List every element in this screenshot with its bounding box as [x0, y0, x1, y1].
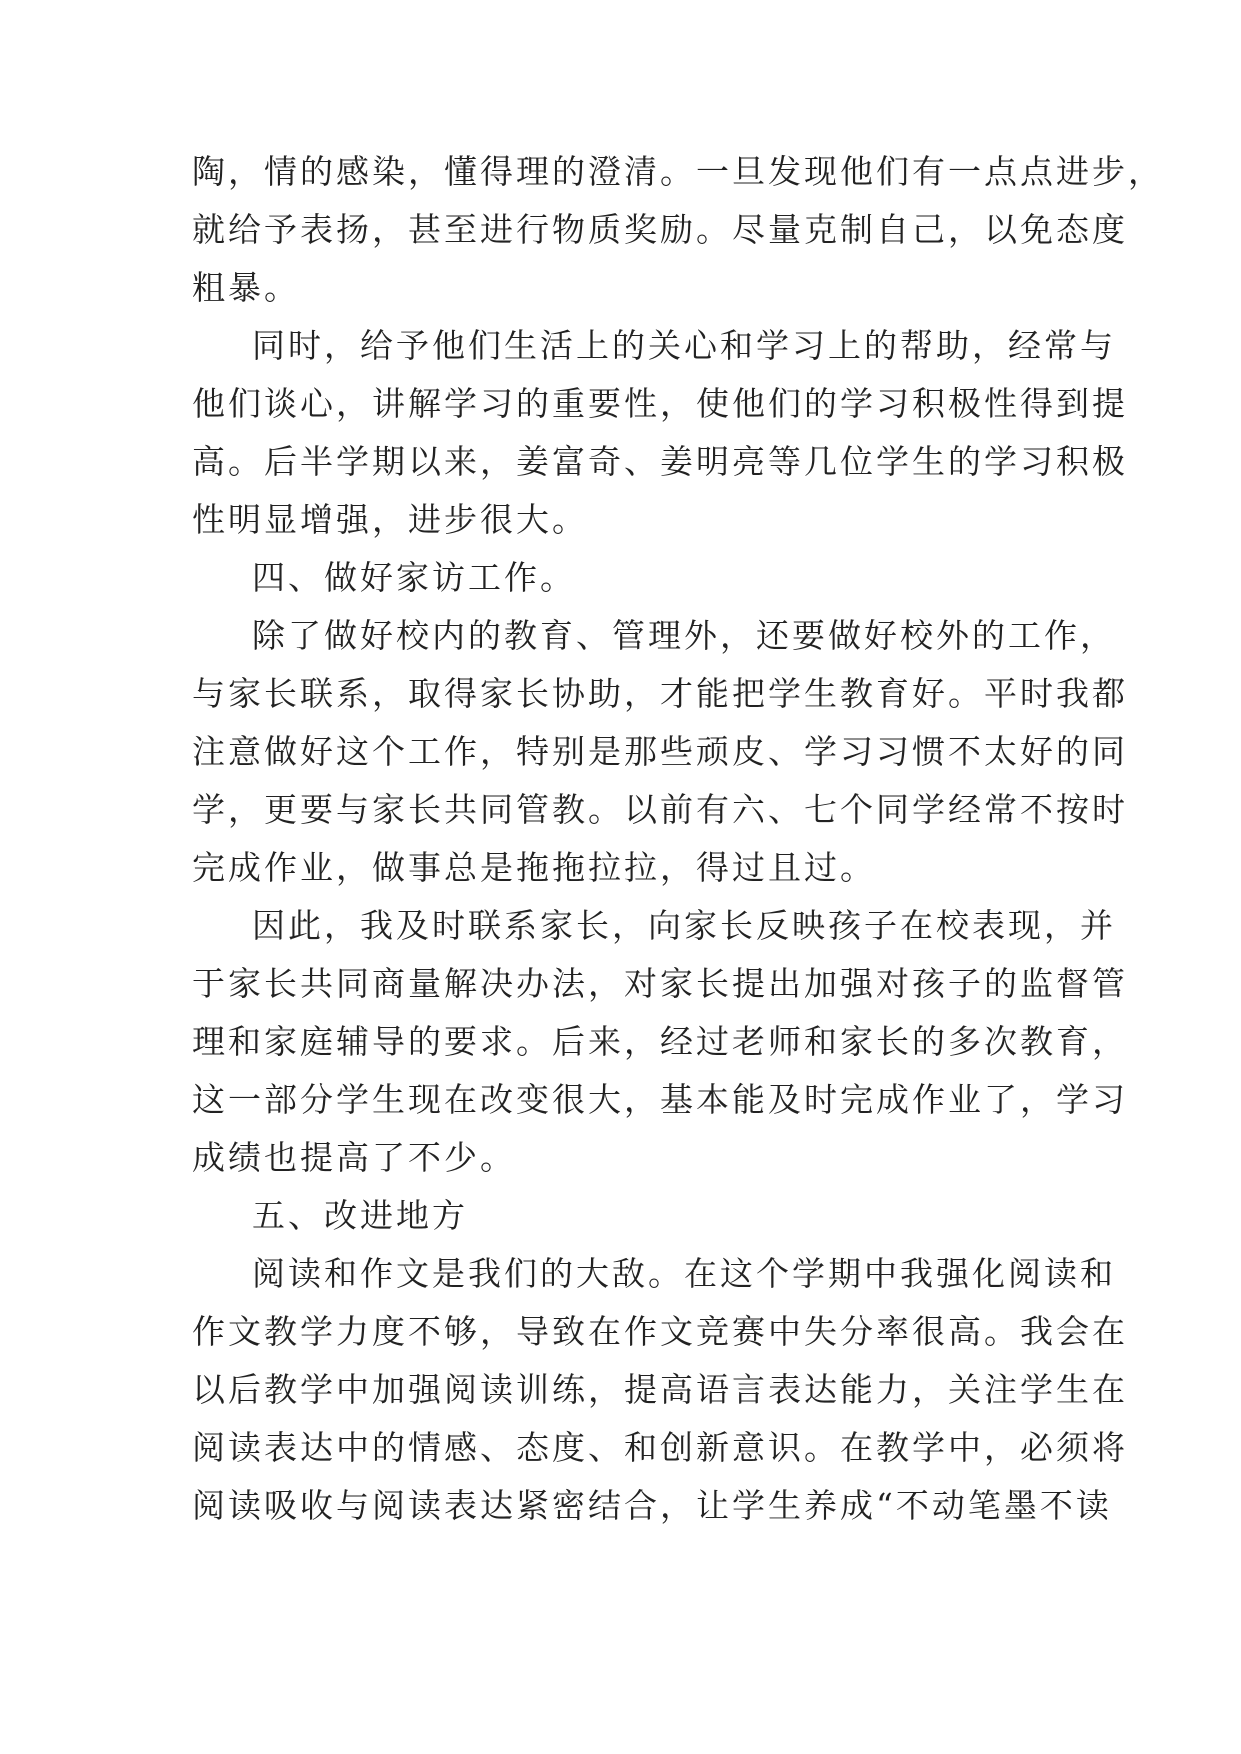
paragraph-first-line: 同时，给予他们生活上的关心和学习上的帮助，经常与 — [252, 326, 1116, 365]
text-line: 他们谈心，讲解学习的重要性，使他们的学习积极性得到提 — [192, 384, 1128, 423]
text-line: 阅读表达中的情感、态度、和创新意识。在教学中，必须将 — [192, 1428, 1128, 1467]
paragraph-first-line: 因此，我及时联系家长，向家长反映孩子在校表现，并 — [252, 906, 1116, 945]
paragraph-first-line: 除了做好校内的教育、管理外，还要做好校外的工作， — [252, 616, 1116, 655]
text-line: 作文教学力度不够，导致在作文竞赛中失分率很高。我会在 — [192, 1312, 1128, 1351]
text-line: 理和家庭辅导的要求。后来，经过老师和家长的多次教育， — [192, 1022, 1128, 1061]
text-line: 学，更要与家长共同管教。以前有六、七个同学经常不按时 — [192, 790, 1128, 829]
text-line: 成绩也提高了不少。 — [192, 1138, 516, 1177]
text-line: 这一部分学生现在改变很大，基本能及时完成作业了，学习 — [192, 1080, 1128, 1119]
text-line: 陶，情的感染，懂得理的澄清。一旦发现他们有一点点进步， — [192, 152, 1164, 191]
text-line: 与家长联系，取得家长协助，才能把学生教育好。平时我都 — [192, 674, 1128, 713]
text-line: 性明显增强，进步很大。 — [192, 500, 588, 539]
text-line: 以后教学中加强阅读训练，提高语言表达能力，关注学生在 — [192, 1370, 1128, 1409]
text-line: 阅读吸收与阅读表达紧密结合，让学生养成“不动笔墨不读 — [192, 1486, 1112, 1525]
section-heading: 四、做好家访工作。 — [252, 558, 576, 597]
text-line: 粗暴。 — [192, 268, 300, 307]
text-line: 高。后半学期以来，姜富奇、姜明亮等几位学生的学习积极 — [192, 442, 1128, 481]
text-line: 注意做好这个工作，特别是那些顽皮、学习习惯不太好的同 — [192, 732, 1128, 771]
section-heading: 五、改进地方 — [252, 1196, 468, 1235]
text-line: 完成作业，做事总是拖拖拉拉，得过且过。 — [192, 848, 876, 887]
text-line: 于家长共同商量解决办法，对家长提出加强对孩子的监督管 — [192, 964, 1128, 1003]
paragraph-first-line: 阅读和作文是我们的大敌。在这个学期中我强化阅读和 — [252, 1254, 1116, 1293]
text-line: 就给予表扬，甚至进行物质奖励。尽量克制自己，以免态度 — [192, 210, 1128, 249]
